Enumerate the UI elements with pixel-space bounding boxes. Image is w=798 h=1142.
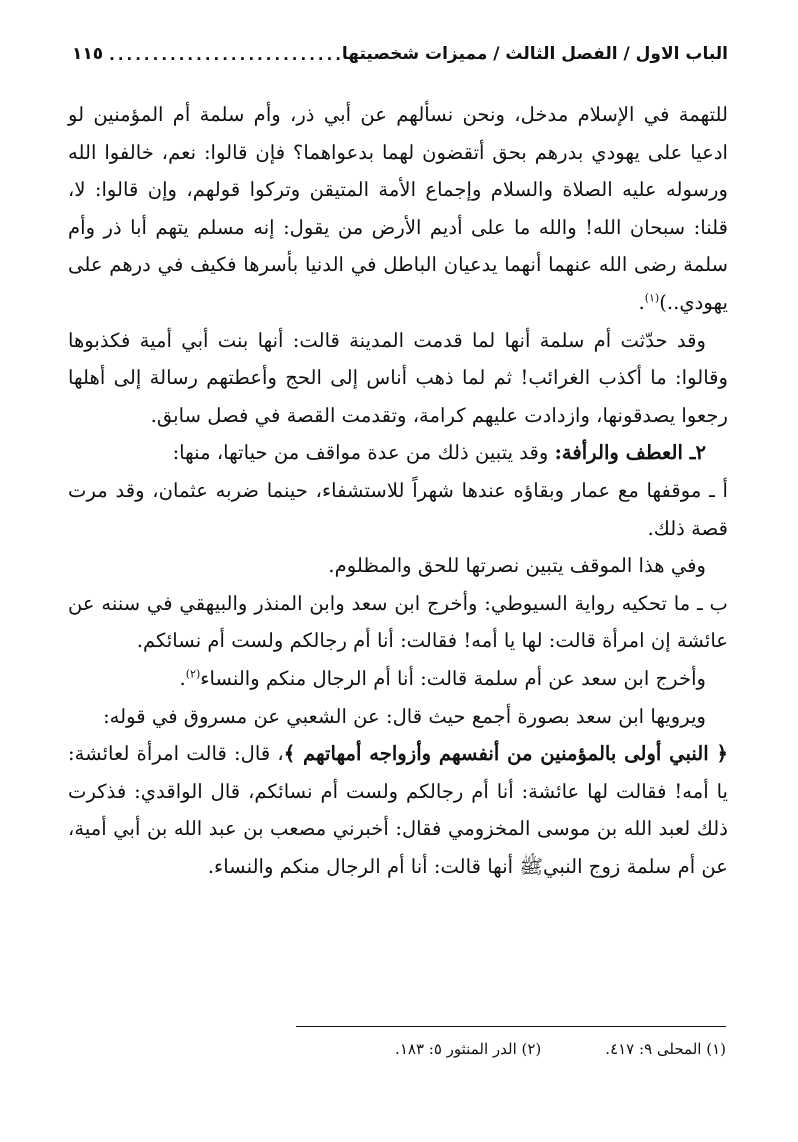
footnotes [200, 1040, 726, 1058]
paragraph-7-end: . [179, 666, 186, 690]
paragraph-2: وقد حدّثت أم سلمة أنها لما قدمت المدينة قالت: أنها بنت أبي أمية فكذبوها وقالوا: ما أكذب الغرائب! ثم لما ذهب أناس إلى الحج وأعطتهم رسالة إلى أهلها رجعوا يصدقونها، وازدادت عليهم كرامة، وتقدمت القصة في فصل سابق. [68, 328, 728, 427]
footnote-separator [296, 1026, 726, 1027]
running-title: الباب الاول / الفصل الثالث / مميزات شخصيتها [341, 44, 728, 64]
footnote-2: (٢) الدر المنثور ٥: ١٨٣. [395, 1040, 542, 1058]
paragraph-1-end: . [638, 290, 645, 314]
paragraph-5: وفي هذا الموقف يتبين نصرتها للحق والمظلوم. [328, 554, 706, 578]
paragraph-3 [68, 434, 728, 472]
paragraph-9 [68, 735, 728, 885]
footnote-ref-2: (٢) [185, 667, 201, 681]
paragraph-3-text: وقد يتبين ذلك من عدة مواقف من حياتها، منها: [172, 441, 555, 465]
leader-dots [103, 46, 342, 64]
page-number: ١١٥ [72, 44, 104, 64]
paragraph-7 [68, 660, 728, 698]
quran-verse: ﴿ النبي أولى بالمؤمنين من أنفسهم وأزواجه أمهاتهم ﴾ [283, 742, 728, 766]
paragraph-8: ويرويها ابن سعد بصورة أجمع حيث قال: عن الشعبي عن مسروق في قوله: [103, 704, 706, 728]
footnote-ref-1: (١) [644, 291, 660, 305]
paragraph-4: أ ـ موقفها مع عمار وبقاؤه عندها شهراً للاستشفاء، حينما ضربه عثمان، وقد مرت قصة ذلك. [68, 478, 728, 540]
paragraph-9-text: ، قال: قالت امرأة لعائشة: يا أمه! فقالت لها عائشة: أنا أم رجالكم ولست أم نسائكم، قال الواقدي: فذكرت ذلك لعبد الله بن موسى المخزومي فقال: أخبرني مصعب بن عبد الله بن أبي أمية، عن أم سلمة زوج النبيﷺ أنها قالت: أنا أم الرجال منكم والنساء. [68, 742, 728, 878]
paragraph-7-text: وأخرج ابن سعد عن أم سلمة قالت: أنا أم الرجال منكم والنساء [200, 666, 706, 690]
page-body [68, 96, 728, 885]
paragraph-1-text: للتهمة في الإسلام مدخل، ونحن نسألهم عن أبي ذر، وأم سلمة أم المؤمنين لو ادعيا على يهودي بدرهم بحق أتقضون لهما بدعواهما؟ فإن قالوا: نعم، خالفوا الله ورسوله عليه الصلاة والسلام وإجماع الأمة المتيقن وتركوا قولهم، وإن قالوا: لا، قلنا: سبحان الله! والله ما على أديم الأرض من يقول: إنه مسلم يتهم أبا ذر وأم سلمة رضى الله عنهما أنهما يدعيان الباطل في الدنيا بأسرها فكيف في درهم على يهودي..) [68, 103, 728, 314]
running-header [72, 30, 728, 64]
paragraph-6: ب ـ ما تحكيه رواية السيوطي: وأخرج ابن سعد وابن المنذر والبيهقي في سننه عن عائشة إن امرأة قالت: لها يا أمه! فقالت: أنا أم رجالكم ولست أم نسائكم. [68, 591, 728, 653]
paragraph-1 [68, 96, 728, 322]
section-heading: ٢ـ العطف والرأفة: [554, 441, 706, 465]
footnote-1: (١) المحلى ٩: ٤١٧. [605, 1040, 726, 1058]
